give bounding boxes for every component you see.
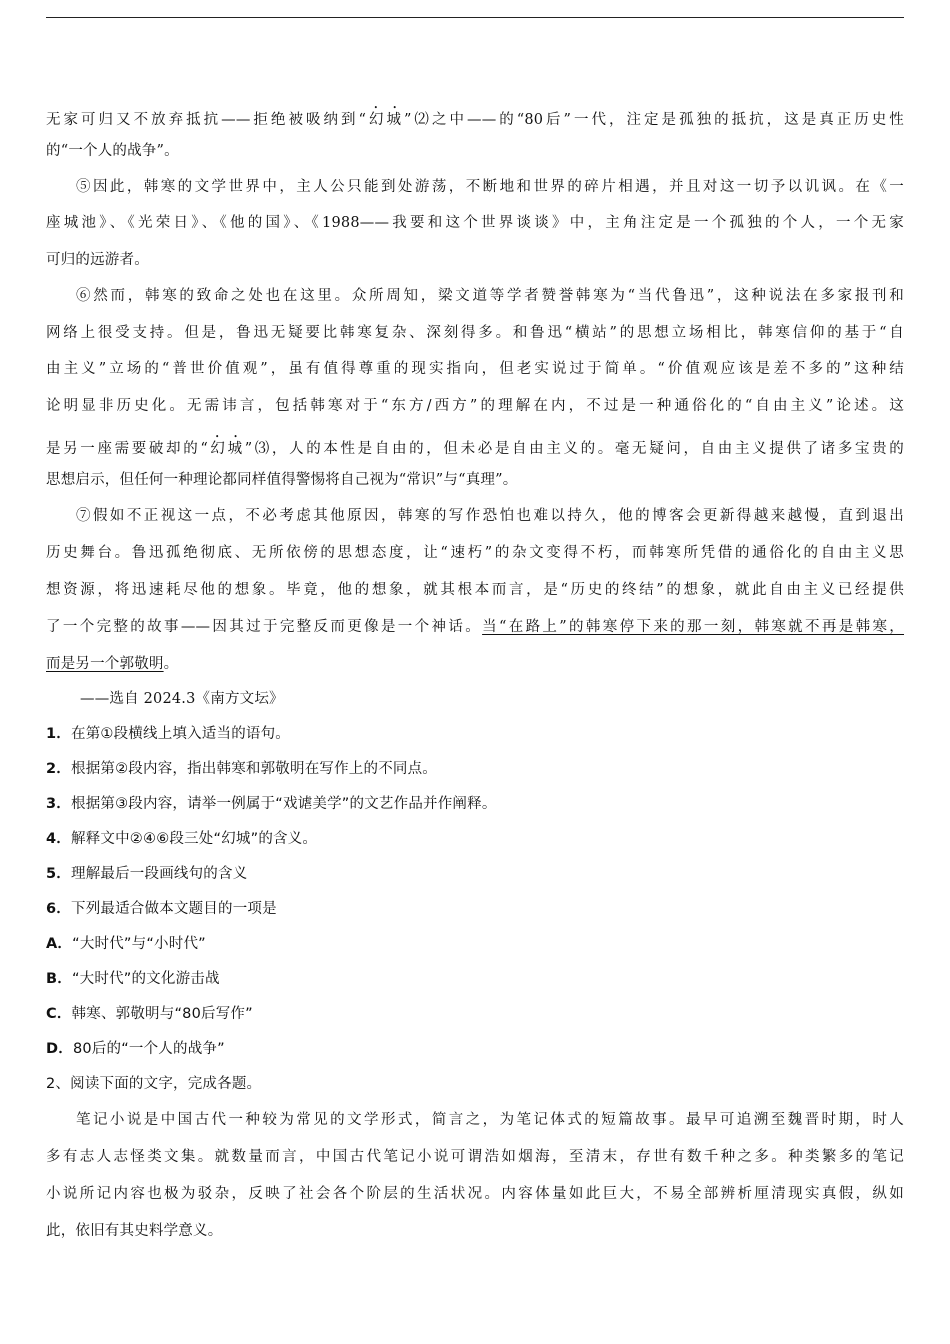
passage-2-line-2: 多有志人志怪类文集。就数量而言，中国古代笔记小说可谓浩如烟海，至清末，存世有数千种之多。种类繁多的笔记 bbox=[46, 1149, 904, 1165]
question-6 bbox=[46, 899, 904, 919]
text-segment: 是另一座需要破却的“ bbox=[46, 441, 208, 457]
paragraph-5-line-2: 座城池》、《光荣日》、《他的国》、《1988——我要和这个世界谈谈》中，主角注定是一个孤独的个人，一个无家 bbox=[46, 215, 904, 231]
question-number: 1． bbox=[46, 726, 71, 742]
option-c[interactable] bbox=[46, 1004, 904, 1024]
question-number: 5． bbox=[46, 866, 71, 882]
paragraph-5-line-3: 可归的远游者。 bbox=[46, 252, 149, 268]
question-1 bbox=[46, 724, 904, 744]
question-text: 下列最适合做本文题目的一项是 bbox=[71, 901, 277, 917]
option-text: 韩寒、郭敬明与“80后写作” bbox=[71, 1006, 253, 1022]
header-rule bbox=[46, 17, 904, 18]
question-number: 4． bbox=[46, 831, 71, 847]
text-segment: ”⑵之中——的“80后”一代，注定是孤独的抵抗，这是真正历史性 bbox=[404, 112, 904, 128]
option-d[interactable] bbox=[46, 1039, 904, 1059]
option-text: “大时代”的文化游击战 bbox=[71, 971, 220, 987]
paragraph-4-line-2: 的“一个人的战争”。 bbox=[46, 143, 179, 159]
paragraph-7-line-4 bbox=[46, 617, 904, 637]
option-letter: A． bbox=[46, 936, 73, 952]
passage-2-line-3: 小说所记内容也极为驳杂，反映了社会各个阶层的生活状况。内容体量如此巨大，不易全部辨析厘清现实真假，纵如 bbox=[46, 1186, 904, 1202]
question-3 bbox=[46, 794, 904, 814]
paragraph-6-line-4: 论明显非历史化。无需讳言，包括韩寒对于“东方/西方”的理解在内，不过是一种通俗化的“自由主义”论述。这 bbox=[46, 398, 904, 414]
question-2 bbox=[46, 759, 904, 779]
text-segment: 。 bbox=[163, 656, 179, 672]
option-letter: B． bbox=[46, 971, 72, 987]
question-5 bbox=[46, 864, 904, 884]
paragraph-5-line-1: ⑤因此，韩寒的文学世界中，主人公只能到处游荡，不断地和世界的碎片相遇，并且对这一切予以讥讽。在《一 bbox=[76, 179, 904, 195]
underlined-sentence: 而是另一个郭敬明 bbox=[46, 656, 164, 672]
text-segment: 无家可归又不放弃抵抗——拒绝被吸纳到“ bbox=[46, 112, 367, 128]
option-letter: C． bbox=[46, 1006, 72, 1022]
paragraph-6-line-1: ⑥然而，韩寒的致命之处也在这里。众所周知，梁文道等学者赞誉韩寒为“当代鲁迅”，这种说法在多家报刊和 bbox=[76, 288, 904, 304]
question-4 bbox=[46, 829, 904, 849]
paragraph-6-line-6: 思想启示，但任何一种理论都同样值得警惕将自己视为“常识”与“真理”。 bbox=[46, 472, 518, 488]
question-text: 根据第③段内容，请举一例属于“戏谑美学”的文艺作品并作阐释。 bbox=[71, 796, 497, 812]
passage-2-line-4: 此，依旧有其史料学意义。 bbox=[46, 1223, 223, 1239]
paragraph-7-line-2: 历史舞台。鲁迅孤绝彻底、无所依傍的思想态度，让“速朽”的杂文变得不朽，而韩寒所凭借的通俗化的自由主义思 bbox=[46, 545, 904, 561]
question-text: 解释文中②④⑥段三处“幻城”的含义。 bbox=[71, 831, 318, 847]
passage-2-line-1: 笔记小说是中国古代一种较为常见的文学形式，简言之，为笔记体式的短篇故事。最早可追溯至魏晋时期，时人 bbox=[76, 1112, 904, 1128]
paragraph-4-line-1 bbox=[46, 104, 904, 130]
question-number: 3． bbox=[46, 796, 71, 812]
paragraph-6-line-2: 网络上很受支持。但是，鲁迅无疑要比韩寒复杂、深刻得多。和鲁迅“横站”的思想立场相比，韩寒信仰的基于“自 bbox=[46, 325, 904, 341]
option-b[interactable] bbox=[46, 969, 904, 989]
paragraph-7-line-3: 想资源，将迅速耗尽他的想象。毕竟，他的想象，就其根本而言，是“历史的终结”的想象，就此自由主义已经提供 bbox=[46, 582, 904, 598]
question-text: 在第①段横线上填入适当的语句。 bbox=[71, 726, 290, 742]
source-citation: ——选自 2024.3《南方文坛》 bbox=[80, 691, 284, 707]
paragraph-7-line-1: ⑦假如不正视这一点，不必考虑其他原因，韩寒的写作恐怕也难以持久，他的博客会更新得越来越慢，直到退出 bbox=[76, 508, 904, 524]
underlined-sentence: 当“在路上”的韩寒停下来的那一刻，韩寒就不再是韩寒， bbox=[482, 619, 905, 635]
section-2-heading: 2、阅读下面的文字，完成各题。 bbox=[46, 1076, 262, 1092]
option-letter: D． bbox=[46, 1041, 73, 1057]
question-text: 根据第②段内容，指出韩寒和郭敬明在写作上的不同点。 bbox=[71, 761, 437, 777]
option-text: “大时代”与“小时代” bbox=[72, 936, 206, 952]
emphasized-term: 幻城 bbox=[366, 112, 404, 128]
question-number: 6． bbox=[46, 901, 71, 917]
option-a[interactable] bbox=[46, 934, 904, 954]
text-segment: ”⑶，人的本性是自由的，但未必是自由主义的。毫无疑问，自由主义提供了诸多宝贵的 bbox=[244, 441, 904, 457]
question-text: 理解最后一段画线句的含义 bbox=[71, 866, 248, 882]
emphasized-term: 幻城 bbox=[207, 441, 245, 457]
option-text: 80后的“一个人的战争” bbox=[72, 1041, 225, 1057]
paragraph-6-line-3: 由主义”立场的“普世价值观”，虽有值得尊重的现实指向，但老实说过于简单。“价值观应该是差不多的”这种结 bbox=[46, 361, 904, 377]
paragraph-6-line-5 bbox=[46, 433, 904, 459]
paragraph-7-line-5 bbox=[46, 654, 904, 674]
question-number: 2． bbox=[46, 761, 71, 777]
text-segment: 了一个完整的故事——因其过于完整反而更像是一个神话。 bbox=[46, 619, 483, 635]
